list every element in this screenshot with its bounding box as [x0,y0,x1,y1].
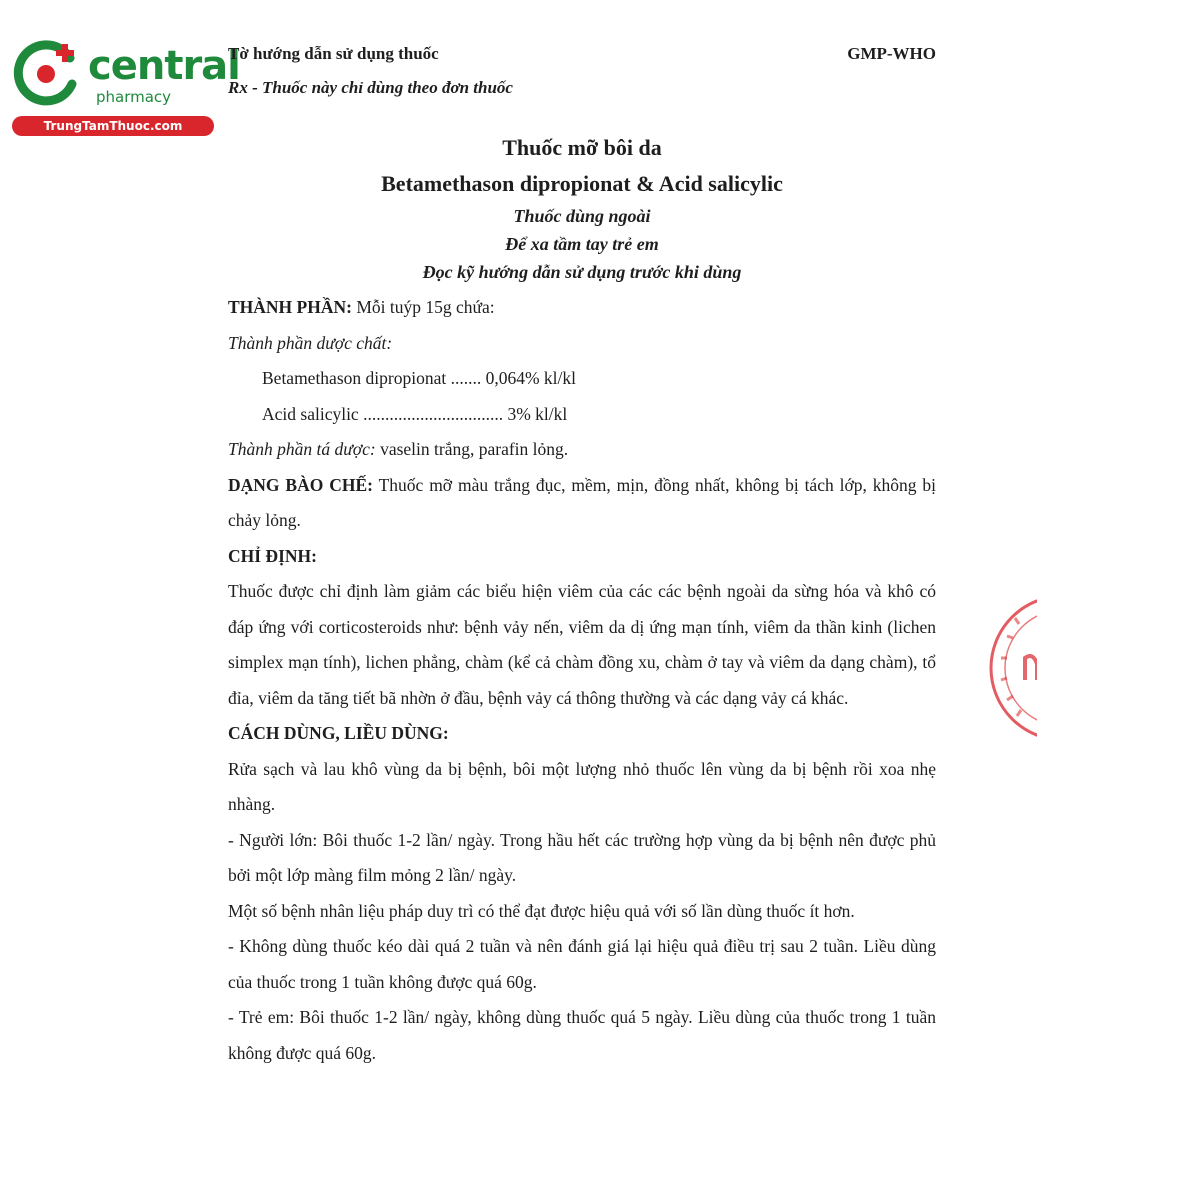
pharmacy-logo [8,36,240,136]
title-block [228,130,936,286]
stamp-seal-icon [985,588,1037,748]
logo-site-banner: TrungTamThuoc.com [12,116,214,136]
product-name-title: Betamethason dipropionat & Acid salicylic [381,171,783,196]
header-gmp-label: GMP-WHO [847,44,936,63]
dosage-form-heading: DẠNG BÀO CHẾ: [228,474,373,495]
composition-section [228,290,936,326]
dosage-maintenance: Một số bệnh nhân liệu pháp duy trì có thể đạt được hiệu quả với số lần dùng thuốc ít hơn. [228,900,855,921]
composition-heading: THÀNH PHẦN: [228,297,352,317]
read-instructions-note: Đọc kỹ hướng dẫn sử dụng trước khi dùng [422,262,742,282]
indication-heading: CHỈ ĐỊNH: [228,545,317,566]
excipients-text: vaselin trắng, parafin lỏng. [380,439,569,459]
central-logo-icon [12,38,84,110]
header-rx-notice: Rx - Thuốc này chỉ dùng theo đơn thuốc [228,78,513,97]
ingredient-salicylic-acid: Acid salicylic ................................ 3% kl/kl [262,403,568,424]
excipients-label: Thành phần tá dược: [228,439,376,459]
indication-text: Thuốc được chỉ định làm giảm các biểu hiện viêm của các các bệnh ngoài da sừng hóa và khô có đáp ứng với corticosteroids như: bệnh vảy nến, viêm da dị ứng mạn tính, viêm da thần kinh (lichen simplex mạn tính), lichen phẳng, chàm (kể cả chàm đồng xu, chàm ở tay và viêm da dạng chàm), tổ đỉa, viêm da tăng tiết bã nhờn ở đầu, bệnh vảy cá thông thường và các dạng vảy cá khác. [228,581,936,708]
ingredient-betamethasone: Betamethason dipropionat ....... 0,064% kl/kl [262,368,576,388]
company-stamp [985,588,1037,748]
dosage-heading: CÁCH DÙNG, LIỀU DÙNG: [228,723,449,743]
composition-text: Mỗi tuýp 15g chứa: [356,297,495,317]
product-type-title: Thuốc mỡ bôi da [502,135,662,160]
header-leaflet-label: Tờ hướng dẫn sử dụng thuốc [228,44,439,63]
child-safety-note: Để xa tầm tay trẻ em [505,234,659,254]
dosage-children: - Trẻ em: Bôi thuốc 1-2 lần/ ngày, không dùng thuốc quá 5 ngày. Liều dùng của thuốc trong 1 tuần không được quá 60g. [228,1007,936,1063]
dosage-form-text: Thuốc mỡ màu trắng đục, mềm, mịn, đồng nhất, không bị tách lớp, không bị chảy lỏng. [228,474,937,530]
logo-brand-text: central [88,43,240,89]
active-ingredients-label: Thành phần dược chất: [228,332,393,353]
logo-sub-text: pharmacy [96,88,172,106]
dosage-paragraph-1: Rửa sạch và lau khô vùng da bị bệnh, bôi một lượng nhỏ thuốc lên vùng da bị bệnh rồi xoa nhẹ nhàng. [228,758,936,814]
dosage-form-section [228,468,936,539]
external-use-note: Thuốc dùng ngoài [513,206,651,226]
dosage-adults: - Người lớn: Bôi thuốc 1-2 lần/ ngày. Trong hầu hết các trường hợp vùng da bị bệnh nên được phủ bởi một lớp màng film mỏng 2 lần/ ngày. [228,829,936,885]
dosage-duration-limit: - Không dùng thuốc kéo dài quá 2 tuần và nên đánh giá lại hiệu quả điều trị sau 2 tuần. Liều dùng của thuốc trong 1 tuần không được quá 60g. [228,936,936,992]
leaflet-body [228,290,936,1071]
excipients-line [228,432,936,468]
